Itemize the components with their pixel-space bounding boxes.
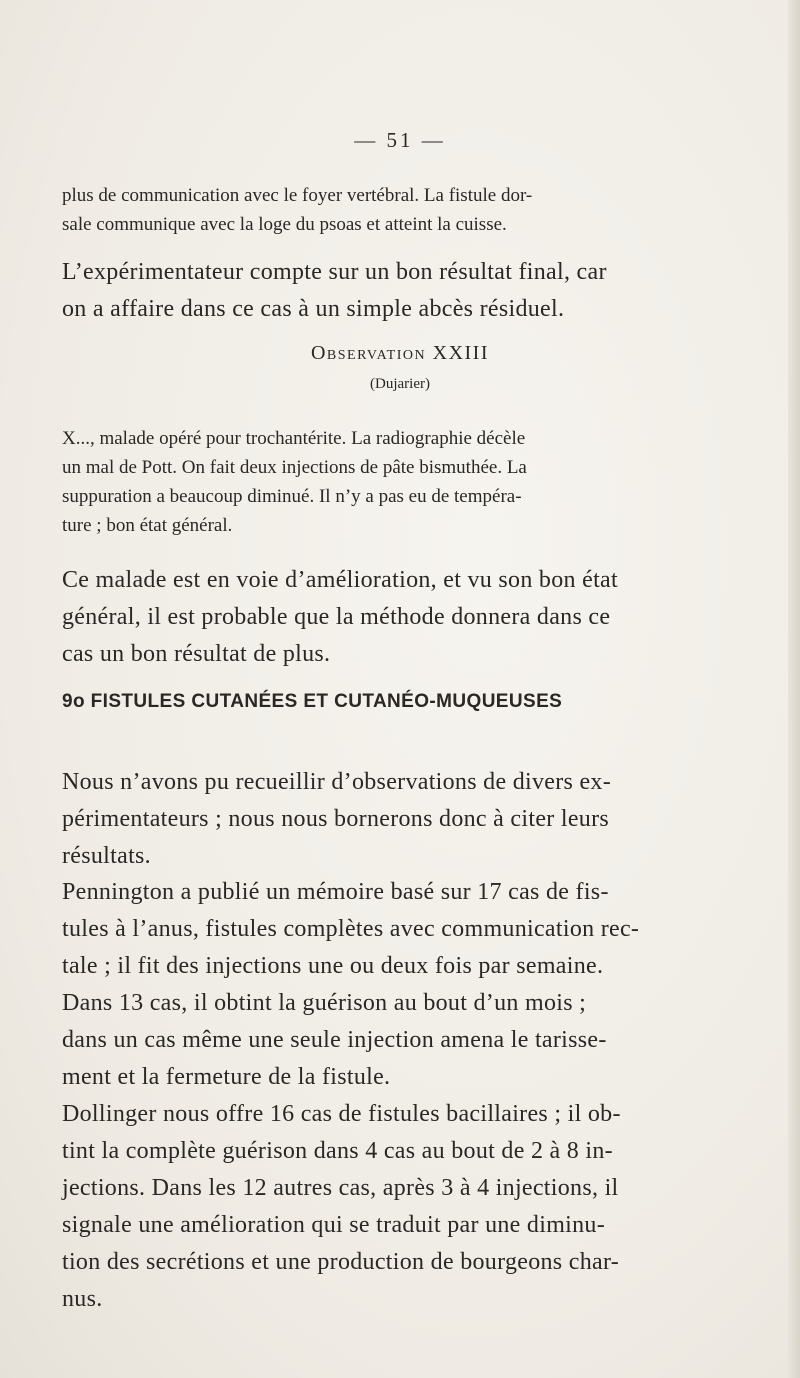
text-line: L’expérimentateur compte sur un bon résultat final, car [62, 259, 607, 285]
text-line: ture ; bon état général. [62, 515, 233, 536]
page-number: — 51 — [354, 128, 446, 152]
text-line: résultats. [62, 843, 151, 869]
paragraph-2 [62, 254, 762, 328]
text-line: dans un cas même une seule injection amena le tarisse- [62, 1027, 607, 1053]
text-line: Pennington a publié un mémoire basé sur 17 cas de fis- [62, 879, 609, 905]
text-line: périmentateurs ; nous nous bornerons donc à citer leurs [62, 806, 610, 832]
text-line: X..., malade opéré pour trochantérite. La radiographie décèle [62, 428, 526, 449]
text-line: ment et la fermeture de la fistule. [62, 1064, 391, 1090]
text-line: Dollinger nous offre 16 cas de fistules bacillaires ; il ob- [62, 1101, 621, 1127]
text-line: général, il est probable que la méthode donnera dans ce [62, 604, 611, 630]
text-line: Dans 13 cas, il obtint la guérison au bout d’un mois ; [62, 990, 587, 1016]
observation-author: (Dujarier) [370, 376, 430, 392]
text-line: sale communique avec la loge du psoas et atteint la cuisse. [62, 214, 507, 235]
text-line: nus. [62, 1286, 103, 1312]
paragraph-6 [62, 874, 762, 1096]
text-line: suppuration a beaucoup diminué. Il n’y a pas eu de tempéra- [62, 486, 522, 507]
text-line: tale ; il fit des injections une ou deux fois par semaine. [62, 953, 604, 979]
text-line: signale une amélioration qui se traduit par une diminu- [62, 1212, 606, 1238]
page-edge [788, 0, 800, 1378]
text-line: jections. Dans les 12 autres cas, après 3 à 4 injections, il [62, 1175, 619, 1201]
observation-title: Observation XXIII [310, 342, 489, 364]
text-line: cas un bon résultat de plus. [62, 641, 331, 667]
paragraph-7 [62, 1096, 762, 1318]
text-line: tint la complète guérison dans 4 cas au bout de 2 à 8 in- [62, 1138, 613, 1164]
text-line: Nous n’avons pu recueillir d’observations de divers ex- [62, 769, 612, 795]
text-line: tion des secrétions et une production de bourgeons char- [62, 1249, 620, 1275]
paragraph-1 [62, 181, 737, 239]
section-heading: 9o FISTULES CUTANÉES ET CUTANÉO-MUQUEUSES [62, 691, 563, 712]
text-line: plus de communication avec le foyer vertébral. La fistule dor- [62, 185, 533, 206]
paragraph-4 [62, 562, 762, 673]
text-line: tules à l’anus, fistules complètes avec communication rec- [62, 916, 640, 942]
paragraph-5 [62, 764, 762, 875]
paragraph-3 [62, 424, 762, 540]
text-line: on a affaire dans ce cas à un simple abcès résiduel. [62, 296, 565, 322]
text-line: Ce malade est en voie d’amélioration, et vu son bon état [62, 567, 618, 593]
text-line: un mal de Pott. On fait deux injections de pâte bismuthée. La [62, 457, 527, 478]
